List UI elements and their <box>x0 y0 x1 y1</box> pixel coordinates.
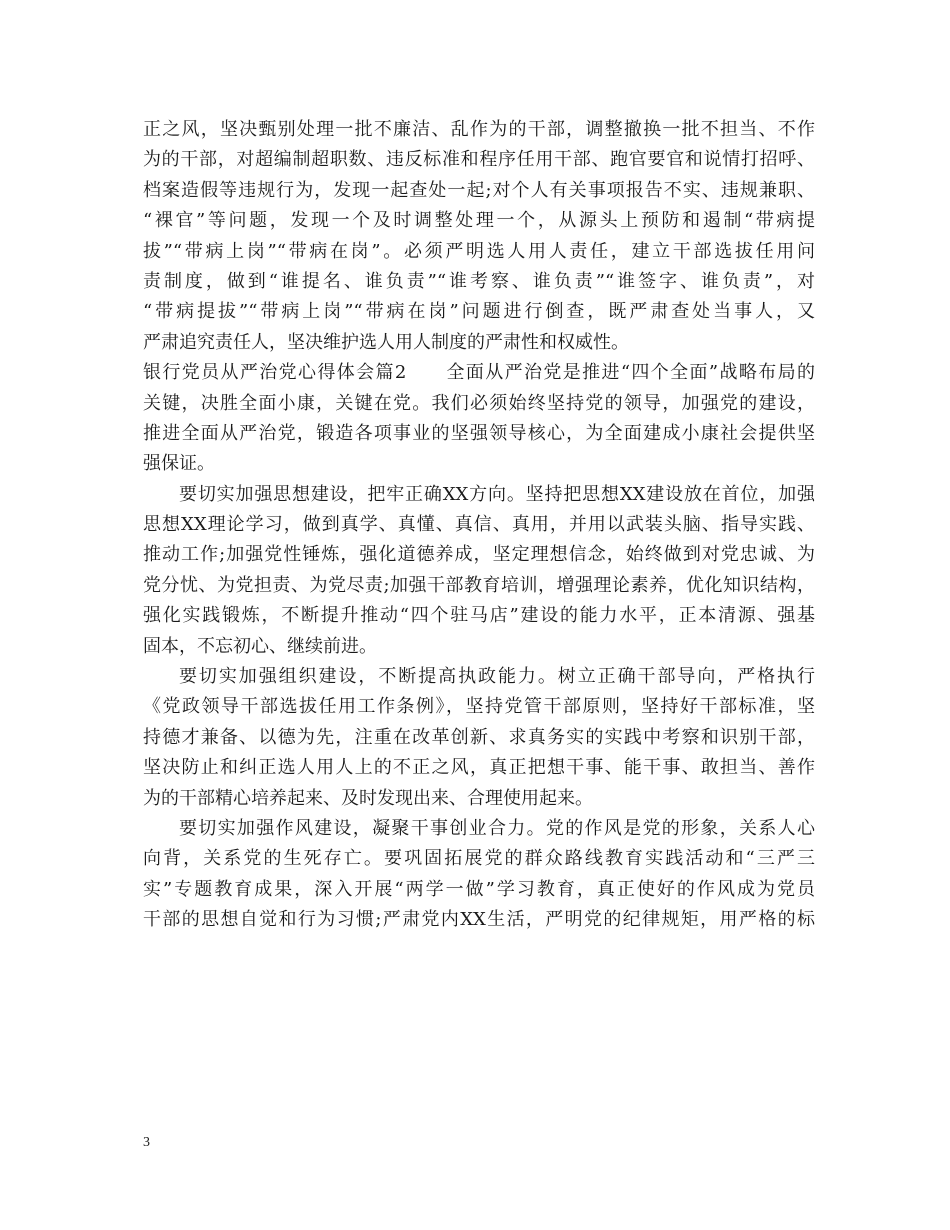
text-line: 为的干部，对超编制超职数、违反标准和程序任用干部、跑官要官和说情打招呼、 <box>143 149 815 171</box>
text-line: 关键，决胜全面小康，关键在党。我们必须始终坚持党的领导，加强党的建设， <box>143 392 815 414</box>
text-line: 档案造假等违规行为，发现一起查处一起;对个人有关事项报告不实、违规兼职、 <box>143 179 815 201</box>
text-line: 坚决防止和纠正选人用人上的不正之风，真正把想干事、能干事、敢担当、善作 <box>143 757 815 779</box>
text-line: “带病提拔”“带病上岗”“带病在岗”问题进行倒查，既严肃查处当事人，又 <box>143 301 815 323</box>
text-line: 推动工作;加强党性锤炼，强化道德养成，坚定理想信念，始终做到对党忠诚、为 <box>143 544 815 566</box>
text-line: 强化实践锻炼，不断提升推动“四个驻马店”建设的能力水平，正本清源、强基 <box>143 605 815 627</box>
text-line: 党分忧、为党担责、为党尽责;加强干部教育培训，增强理论素养，优化知识结构， <box>143 574 815 596</box>
text-line: 实”专题教育成果，深入开展“两学一做”学习教育，真正使好的作风成为党员 <box>143 878 815 900</box>
paragraph-start-line: 要切实加强作风建设，凝聚干事创业合力。党的作风是党的形象，关系人心 <box>179 817 815 839</box>
text-line: 拔”“带病上岗”“带病在岗”。必须严明选人用人责任，建立干部选拔任用问 <box>143 240 815 262</box>
text-line: 推进全面从严治党，锻造各项事业的坚强领导核心，为全面建成小康社会提供坚 <box>143 422 815 444</box>
text-line: 固本，不忘初心、继续前进。 <box>143 635 377 657</box>
text-line: 《党政领导干部选拔任用工作条例》，坚持党管干部原则，坚持好干部标准，坚 <box>143 696 815 718</box>
paragraph-start-line: 要切实加强组织建设，不断提高执政能力。树立正确干部导向，严格执行 <box>179 666 815 688</box>
body-text <box>143 115 815 936</box>
text-line: 持德才兼备、以德为先，注重在改革创新、求真务实的实践中考察和识别干部， <box>143 726 815 748</box>
text-line: 干部的思想自觉和行为习惯;严肃党内XX生活，严明党的纪律规矩，用严格的标 <box>143 909 815 931</box>
text-line: 为的干部精心培养起来、及时发现出来、合理使用起来。 <box>143 787 593 809</box>
text-line: “裸官”等问题，发现一个及时调整处理一个，从源头上预防和遏制“带病提 <box>143 210 815 232</box>
paragraph-start-line: 要切实加强思想建设，把牢正确XX方向。坚持把思想XX建设放在首位，加强 <box>179 483 815 505</box>
text-line: 正之风，坚决甄别处理一批不廉洁、乱作为的干部，调整撤换一批不担当、不作 <box>143 119 815 140</box>
text-line: 严肃追究责任人，坚决维护选人用人制度的严肃性和权威性。 <box>143 331 629 353</box>
section-heading-line: 银行党员从严治党心得体会篇2 全面从严治党是推进“四个全面”战略布局的 <box>143 362 815 384</box>
page-number: 3 <box>143 1135 150 1150</box>
text-line: 向背，关系党的生死存亡。要巩固拓展党的群众路线教育实践活动和“三严三 <box>143 848 815 870</box>
text-line: 强保证。 <box>143 453 215 475</box>
text-line: 思想XX理论学习，做到真学、真懂、真信、真用，并用以武装头脑、指导实践、 <box>143 514 815 536</box>
text-line: 责制度，做到“谁提名、谁负责”“谁考察、谁负责”“谁签字、谁负责”，对 <box>143 270 815 292</box>
